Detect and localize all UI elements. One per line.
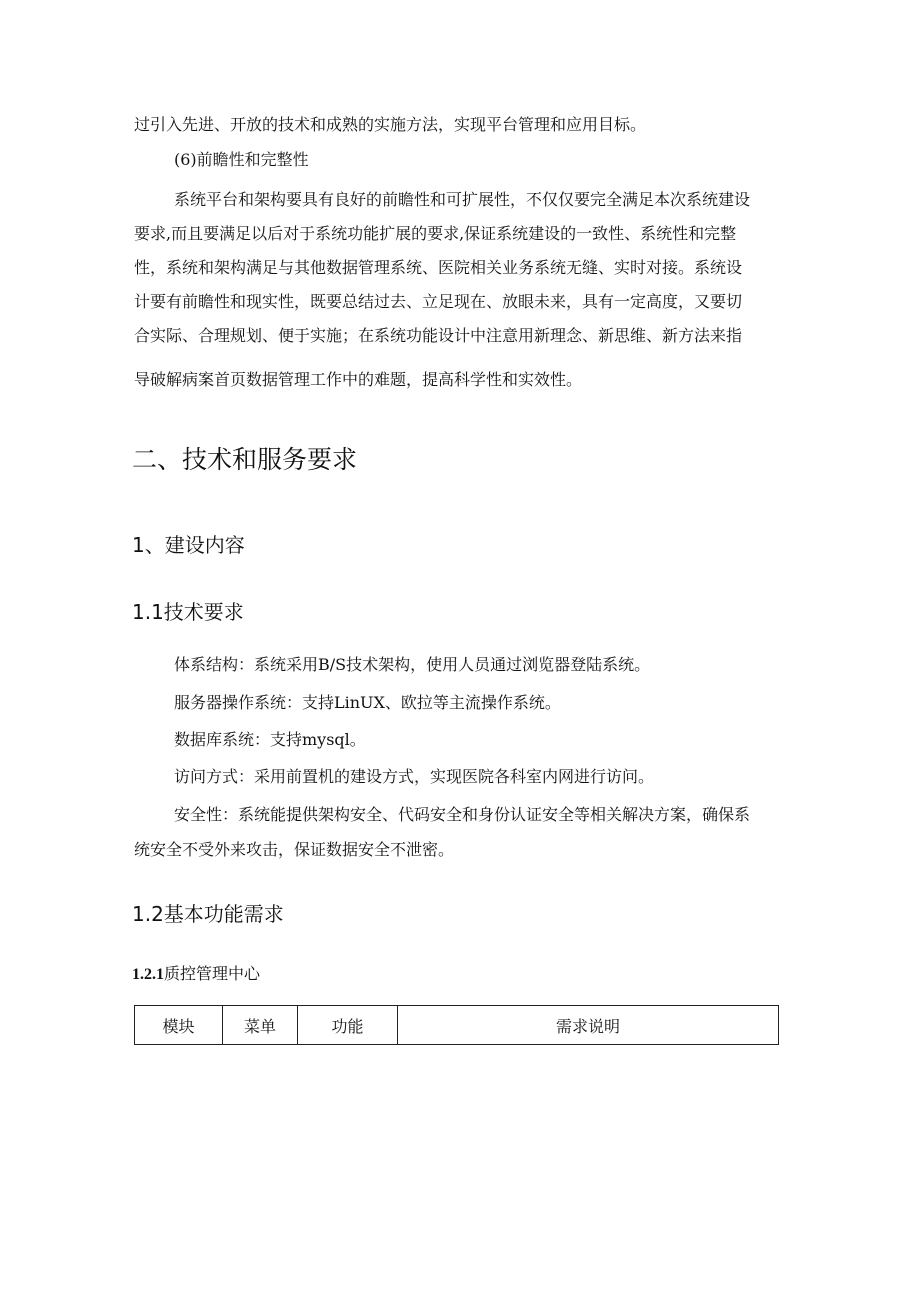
tech-requirement-line: 访问方式：采用前置机的建设方式，实现医院各科室内网进行访问。 [174, 767, 655, 786]
item6-line: 计要有前瞻性和现实性，既要总结过去、立足现在、放眼未来，具有一定高度，又要切 [134, 292, 743, 311]
table-header-cell: 模块 [135, 1006, 223, 1045]
subsection-heading: 1.1技术要求 [132, 600, 244, 624]
table-header-row [135, 1006, 779, 1045]
item6-line: 合实际、合理规划、便于实施；在系统功能设计中注意用新理念、新思维、新方法来指 [134, 326, 743, 345]
table-header-cell: 菜单 [223, 1006, 298, 1045]
section-heading: 二、技术和服务要求 [132, 445, 358, 474]
table-header-cell: 需求说明 [398, 1006, 779, 1045]
item6-line: 导破解病案首页数据管理工作中的难题，提高科学性和实效性。 [134, 370, 583, 389]
intro-paragraph-tail: 过引入先进、开放的技术和成熟的实施方法，实现平台管理和应用目标。 [134, 115, 647, 134]
requirements-table [134, 1005, 779, 1045]
item6-line: 性，系统和架构满足与其他数据管理系统、医院相关业务系统无缝、实时对接。系统设 [134, 258, 743, 277]
subsection-heading: 1.2基本功能需求 [132, 902, 284, 926]
item6-line: 要求,而且要满足以后对于系统功能扩展的要求,保证系统建设的一致性、系统性和完整 [134, 224, 737, 243]
tech-requirement-line: 服务器操作系统：支持LinUX、欧拉等主流操作系统。 [174, 693, 561, 712]
subsubsection-number: 1.2.1 [132, 966, 164, 983]
item6-title: (6)前瞻性和完整性 [174, 150, 309, 169]
tech-requirement-line: 体系结构：系统采用B/S技术架构，使用人员通过浏览器登陆系统。 [174, 655, 651, 674]
tech-requirement-line: 数据库系统：支持mysql。 [174, 730, 366, 749]
security-line: 统安全不受外来攻击，保证数据安全不泄密。 [134, 840, 455, 859]
subsubsection-title: 质控管理中心 [164, 964, 261, 983]
security-line: 安全性：系统能提供架构安全、代码安全和身份认证安全等相关解决方案，确保系 [174, 805, 751, 824]
item6-line: 系统平台和架构要具有良好的前瞻性和可扩展性，不仅仅要完全满足本次系统建设 [174, 190, 751, 209]
subsection-heading: 1、建设内容 [132, 533, 245, 557]
subsubsection-heading [132, 962, 260, 987]
table-header-cell: 功能 [298, 1006, 398, 1045]
